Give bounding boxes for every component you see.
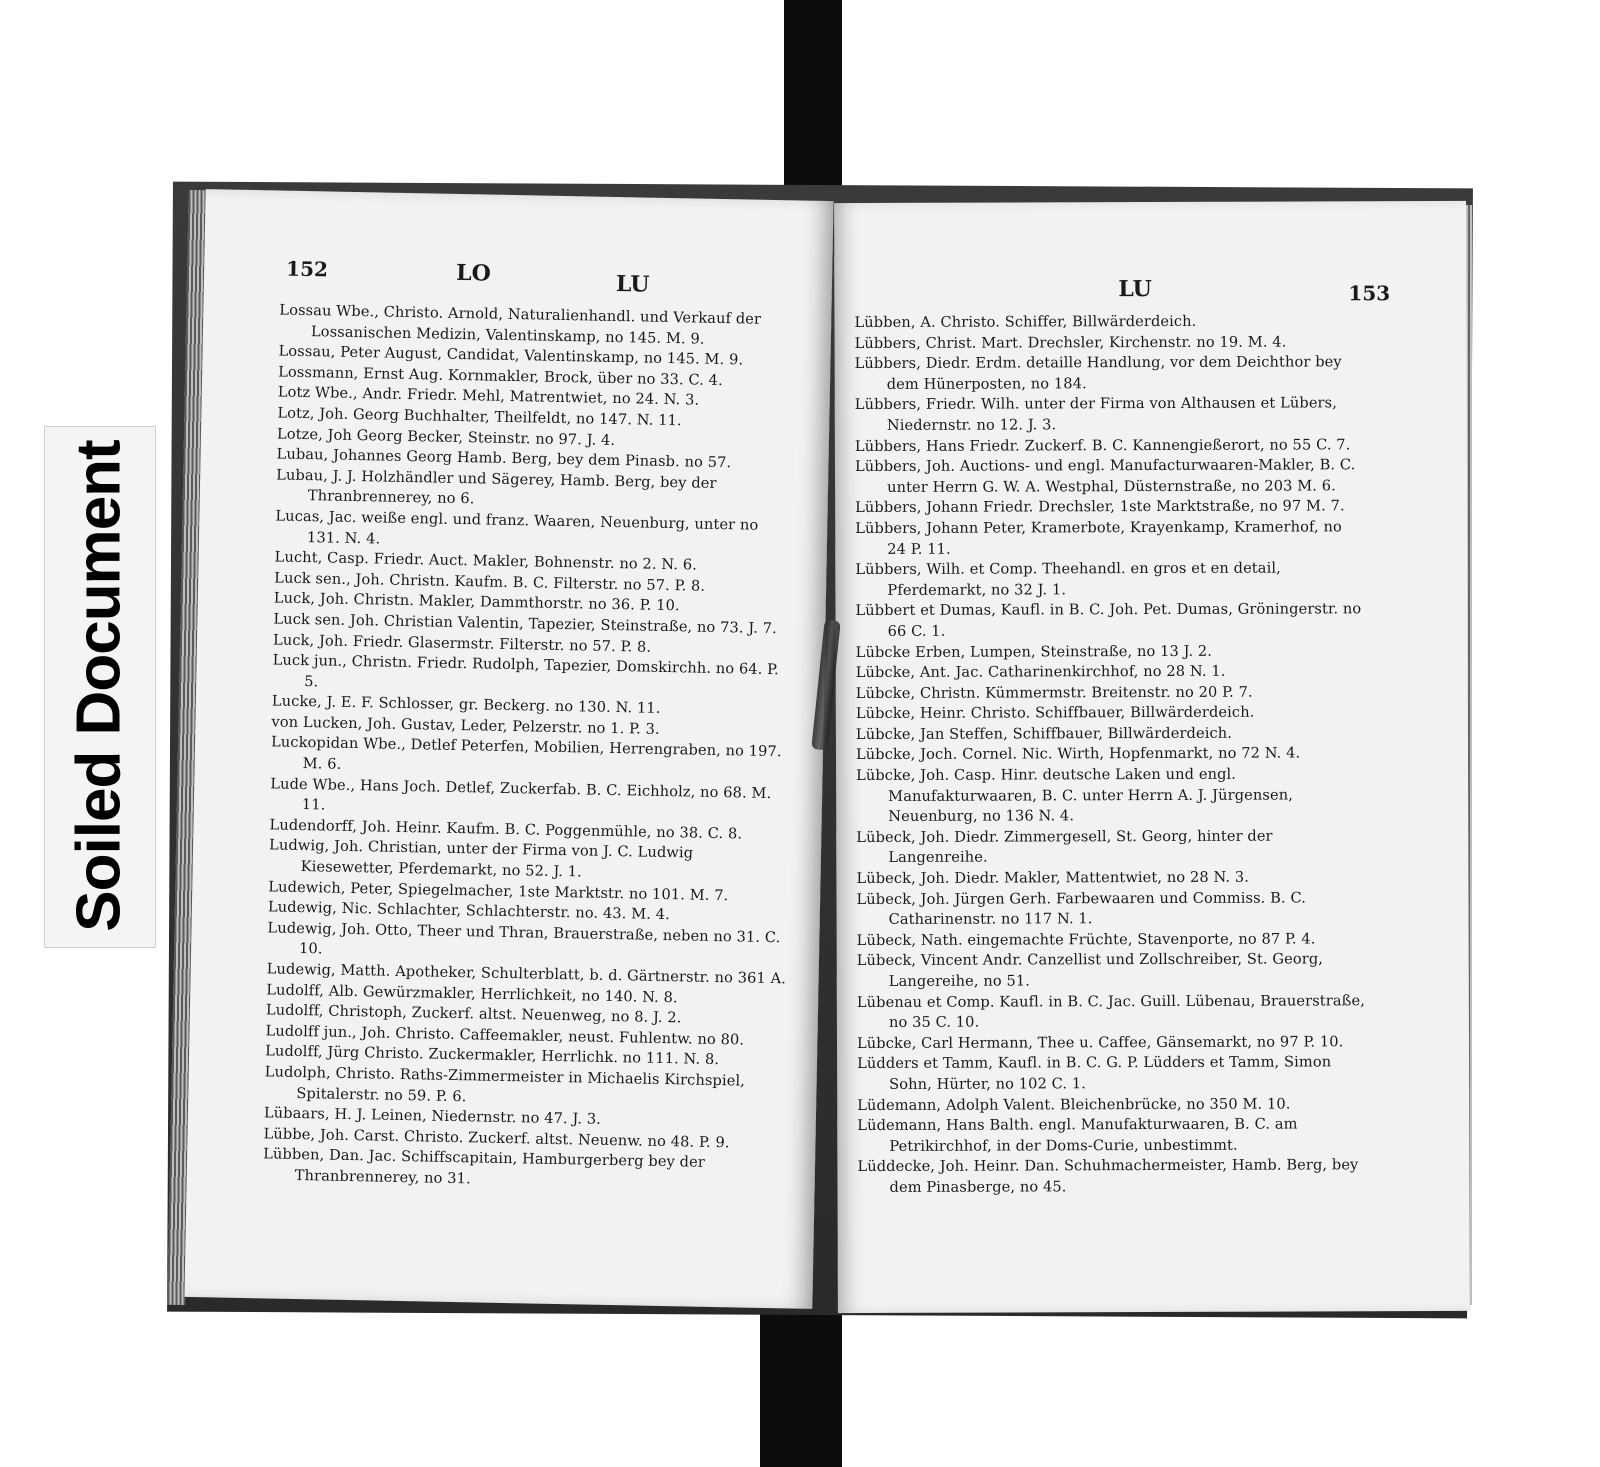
directory-entry: von Lucken, Joh. Gustav, Leder, Pelzerstr. no 1. P. 3. bbox=[271, 713, 660, 738]
left-page bbox=[184, 189, 833, 1309]
directory-entry: Lübbers, Johann Friedr. Drechsler, 1ste Marktstraße, no 97 M. 7. bbox=[855, 497, 1345, 517]
directory-entry: Luck jun., Christn. Friedr. Rudolph, Tapezier, Domskirchh. no 64. P. 5. bbox=[272, 651, 784, 691]
directory-entry: Lübcke, Christn. Kümmermstr. Breitenstr. no 20 P. 7. bbox=[855, 683, 1253, 702]
directory-entry: Lossau Wbe., Christo. Arnold, Naturalienhandl. und Verkauf der Lossanischen Medizin, Valentinskamp, no 145. M. 9. bbox=[279, 301, 766, 348]
directory-entry: Lübeck, Joh. Diedr. Zimmergesell, St. Georg, hinter der Langenreihe. bbox=[856, 827, 1278, 867]
directory-entry: Lossmann, Ernst Aug. Kornmakler, Brock, über no 33. C. 4. bbox=[278, 363, 723, 389]
directory-entry: Lübeck, Vincent Andr. Canzellist und Zollschreiber, St. Georg, Langereihe, no 51. bbox=[856, 950, 1328, 990]
left-entry-list bbox=[263, 301, 800, 1196]
right-page-header bbox=[834, 267, 1466, 306]
page-number-right: 153 bbox=[1348, 281, 1391, 306]
directory-entry: Lüdders et Tamm, Kaufl. in B. C. G. P. Lüdders et Tamm, Simon Sohn, Hürter, no 102 C. 1. bbox=[857, 1053, 1337, 1093]
directory-entry: Lüdemann, Hans Balth. engl. Manufakturwaaren, B. C. am Petrikirchhof, in der Doms-Curie, unbestimmt. bbox=[857, 1115, 1303, 1155]
directory-entry: Ludolph, Christo. Raths-Zimmermeister in Michaelis Kirchspiel, Spitalerstr. no 59. P. 6. bbox=[264, 1063, 750, 1105]
directory-entry: Lübbers, Hans Friedr. Zuckerf. B. C. Kannengießerort, no 55 C. 7. bbox=[854, 435, 1351, 455]
directory-entry: Lübbers, Christ. Mart. Drechsler, Kirchenstr. no 19. M. 4. bbox=[854, 333, 1287, 352]
directory-entry: Lübcke, Heinr. Christo. Schiffbauer, Billwärderdeich. bbox=[855, 703, 1255, 723]
right-page bbox=[834, 201, 1470, 1313]
directory-entry: Lübeck, Joh. Diedr. Makler, Mattentwiet, no 28 N. 3. bbox=[856, 868, 1250, 888]
running-head-lu: LU bbox=[615, 270, 650, 298]
directory-entry: Ludolff, Christoph, Zuckerf. altst. Neuenweg, no 8. J. 2. bbox=[265, 1001, 682, 1027]
directory-entry: Lossau, Peter August, Candidat, Valentinskamp, no 145. M. 9. bbox=[278, 342, 744, 369]
directory-entry: Lotz Wbe., Andr. Friedr. Mehl, Matrentwiet, no 24. N. 3. bbox=[277, 383, 700, 409]
directory-entry: Ludwig, Joh. Christian, unter der Firma von J. C. Ludwig Kiesewetter, Pferdemarkt, no 52. J. 1. bbox=[268, 836, 699, 881]
directory-entry: Lübbers, Joh. Auctions- und engl. Manufacturwaaren-Makler, B. C. unter Herrn G. W. A. Westphal, Düsternstraße, no 203 M. 6. bbox=[854, 456, 1361, 496]
directory-entry: Lübcke, Joch. Cornel. Nic. Wirth, Hopfenmarkt, no 72 N. 4. bbox=[855, 744, 1301, 764]
directory-entry: Lude Wbe., Hans Joch. Detlef, Zuckerfab. B. C. Eichholz, no 68. M. 11. bbox=[270, 775, 777, 814]
directory-entry: Lübeck, Nath. eingemachte Früchte, Stavenporte, no 87 P. 4. bbox=[856, 930, 1316, 949]
directory-entry: Ludewich, Peter, Spiegelmacher, 1ste Marktstr. no 101. M. 7. bbox=[268, 878, 729, 904]
directory-entry: Lübbers, Johann Peter, Kramerbote, Krayenkamp, Kramerhof, no 24 P. 11. bbox=[855, 518, 1347, 558]
scanner-bar-bottom bbox=[760, 1305, 842, 1467]
directory-entry: Luckopidan Wbe., Detlef Peterfen, Mobilien, Herrengraben, no 197. M. 6. bbox=[270, 733, 787, 773]
directory-entry: Ludewig, Nic. Schlachter, Schlachterstr. no. 43. M. 4. bbox=[267, 898, 671, 924]
directory-entry: Lübaars, H. J. Leinen, Niedernstr. no 47. J. 3. bbox=[263, 1104, 602, 1128]
directory-entry: Luck, Joh. Friedr. Glasermstr. Filterstr. no 57. P. 8. bbox=[272, 630, 652, 656]
running-head-lu: LU bbox=[1118, 275, 1152, 303]
left-page-header bbox=[204, 255, 833, 301]
directory-entry: Lübcke, Carl Hermann, Thee u. Caffee, Gänsemarkt, no 97 P. 10. bbox=[856, 1033, 1344, 1052]
directory-entry: Lotze, Joh Georg Becker, Steinstr. no 97. J. 4. bbox=[276, 425, 616, 449]
directory-entry: Ludolff jun., Joh. Christo. Caffeemakler, neust. Fuhlentw. no 80. bbox=[265, 1022, 745, 1049]
directory-entry: Lubau, Johannes Georg Hamb. Berg, bey dem Pinasb. no 57. bbox=[276, 445, 732, 472]
directory-entry: Lübeck, Joh. Jürgen Gerh. Farbewaaren und Commiss. B. C. Catharinenstr. no 117 N. 1. bbox=[856, 889, 1311, 929]
directory-entry: Lübbers, Wilh. et Comp. Theehandl. en gros et en detail, Pferdemarkt, no 32 J. 1. bbox=[855, 559, 1286, 599]
directory-entry: Lübben, Dan. Jac. Schiffscapitain, Hamburgerberg bey der Thranbrennerey, no 31. bbox=[263, 1145, 710, 1188]
directory-entry: Ludewig, Matth. Apotheker, Schulterblatt, b. d. Gärtnerstr. no 361 A. bbox=[266, 960, 787, 988]
scanner-bar-top bbox=[784, 0, 842, 200]
running-head-lo: LO bbox=[455, 259, 492, 287]
directory-entry: Lüdemann, Adolph Valent. Bleichenbrücke, no 350 M. 10. bbox=[857, 1095, 1291, 1114]
directory-entry: Lübbe, Joh. Carst. Christo. Zuckerf. altst. Neuenw. no 48. P. 9. bbox=[263, 1125, 730, 1152]
right-entry-list bbox=[854, 311, 1370, 1198]
directory-entry: Lübben, A. Christo. Schiffer, Billwärderdeich. bbox=[854, 312, 1197, 332]
directory-entry: Lübbers, Diedr. Erdm. detaille Handlung, vor dem Deichthor bey dem Hünerposten, no 184. bbox=[854, 353, 1347, 393]
directory-entry: Ludolff, Alb. Gewürzmakler, Herrlichkeit, no 140. N. 8. bbox=[266, 980, 678, 1006]
page-number-left: 152 bbox=[285, 256, 329, 282]
directory-entry: Lucke, J. E. F. Schlosser, gr. Beckerg. no 130. N. 11. bbox=[271, 692, 661, 718]
directory-entry: Lübbers, Friedr. Wilh. unter der Firma von Althausen et Lübers, Niedernstr. no 12. J. 3. bbox=[854, 394, 1342, 434]
directory-entry: Lübcke, Jan Steffen, Schiffbauer, Billwärderdeich. bbox=[855, 724, 1232, 743]
directory-entry: Luck sen. Joh. Christian Valentin, Tapezier, Steinstraße, no 73. J. 7. bbox=[273, 610, 777, 638]
directory-entry: Lübcke Erben, Lumpen, Steinstraße, no 13 J. 2. bbox=[855, 642, 1213, 661]
directory-entry: Lucas, Jac. weiße engl. und franz. Waaren, Neuenburg, unter no 131. N. 4. bbox=[275, 507, 764, 548]
directory-entry: Luck, Joh. Christn. Makler, Dammthorstr. no 36. P. 10. bbox=[273, 589, 680, 615]
directory-entry: Lotz, Joh. Georg Buchhalter, Theilfeldt, no 147. N. 11. bbox=[277, 404, 682, 430]
directory-entry: Ludewig, Joh. Otto, Theer und Thran, Brauerstraße, neben no 31. C. 10. bbox=[267, 919, 786, 958]
directory-entry: Luck sen., Joh. Christn. Kaufm. B. C. Filterstr. no 57. P. 8. bbox=[274, 569, 706, 595]
directory-entry: Lübcke, Joh. Casp. Hinr. deutsche Laken und engl. Manufakturwaaren, B. C. unter Herrn A. J. Jürgensen, Neuenburg, no 136 N. 4. bbox=[856, 765, 1298, 826]
directory-entry: Lübenau et Comp. Kaufl. in B. C. Jac. Guill. Lübenau, Brauerstraße, no 35 C. 10. bbox=[856, 991, 1370, 1032]
directory-entry: Lübbert et Dumas, Kaufl. in B. C. Joh. Pet. Dumas, Gröningerstr. no 66 C. 1. bbox=[855, 600, 1367, 640]
directory-entry: Lübcke, Ant. Jac. Catharinenkirchhof, no 28 N. 1. bbox=[855, 662, 1226, 682]
directory-entry: Ludolff, Jürg Christo. Zuckermakler, Herrlichk. no 111. N. 8. bbox=[264, 1042, 720, 1069]
directory-entry: Ludendorff, Joh. Heinr. Kaufm. B. C. Poggenmühle, no 38. C. 8. bbox=[269, 816, 743, 843]
directory-entry: Lüddecke, Joh. Heinr. Dan. Schuhmachermeister, Hamb. Berg, bey dem Pinasberge, no 45. bbox=[857, 1156, 1364, 1196]
directory-entry: Lubau, J. J. Holzhändler und Sägerey, Hamb. Berg, bey der Thranbrennerey, no 6. bbox=[276, 466, 722, 508]
soiled-document-label: Soiled Document bbox=[64, 440, 134, 932]
directory-entry: Lucht, Casp. Friedr. Auct. Makler, Bohnenstr. no 2. N. 6. bbox=[274, 548, 698, 574]
